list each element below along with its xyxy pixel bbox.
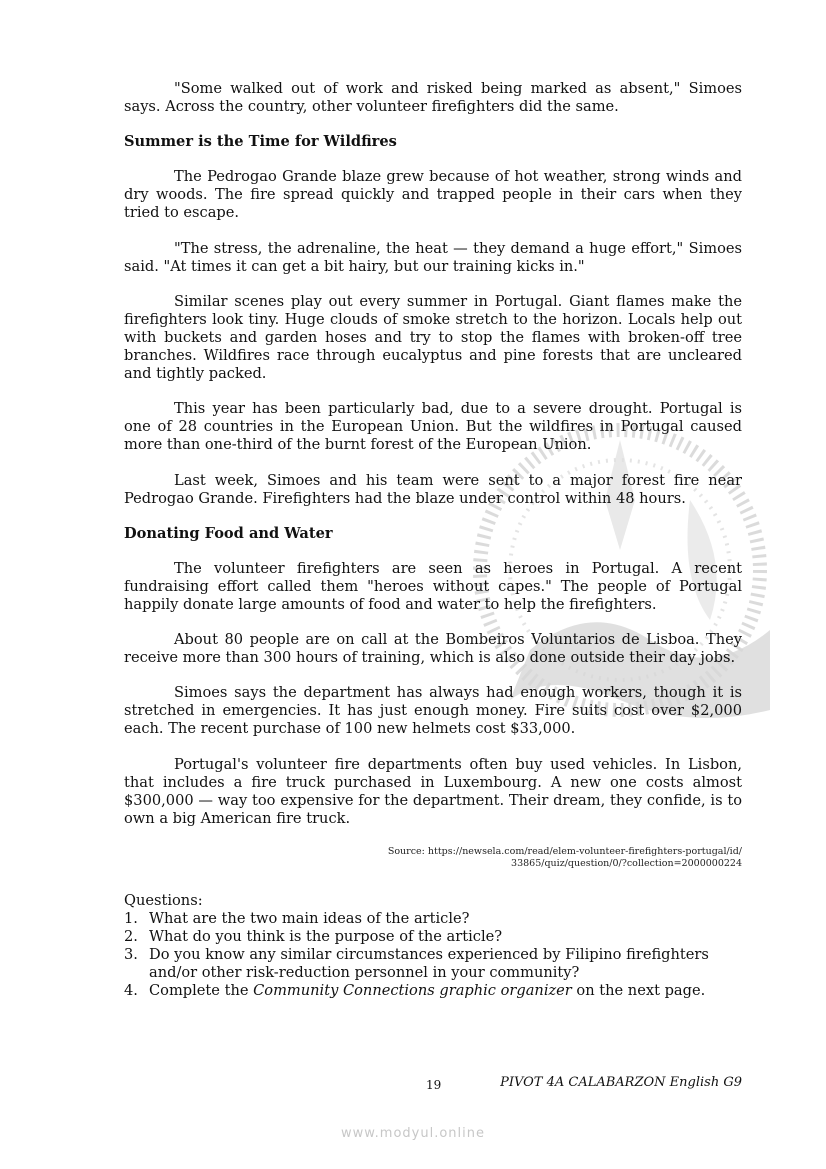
- document-body: [124, 80, 742, 1000]
- question-number: 2.: [124, 928, 138, 946]
- source-line-2: 33865/quiz/question/0/?collection=2000000224: [511, 857, 742, 869]
- question-item: [124, 946, 742, 982]
- question-item: [124, 928, 742, 946]
- paragraph: The Pedrogao Grande blaze grew because of hot weather, strong winds and dry woods. The fire spread quickly and trapped people in their cars when they tried to escape.: [124, 168, 742, 222]
- source-citation: [124, 846, 742, 870]
- source-line-1: Source: https://newsela.com/read/elem-volunteer-firefighters-portugal/id/: [387, 845, 742, 857]
- page-number: 19: [426, 1078, 442, 1092]
- paragraph: "The stress, the adrenaline, the heat — they demand a huge effort," Simoes said. "At times it can get a bit hairy, but our training kicks in.": [124, 239, 742, 275]
- paragraph: Portugal's volunteer fire departments often buy used vehicles. In Lisbon, that includes a fire truck purchased in Luxembourg. A new one costs almost $300,000 — way too expensive for the department. Their dream, they confide, is to own a big American fire truck.: [124, 755, 742, 827]
- questions-label: Questions:: [124, 891, 203, 909]
- paragraph: Simoes says the department has always had enough workers, though it is stretched in emergencies. It has just enough money. Fire suits cost over $2,000 each. The recent purchase of 100 new helmets cost $33,000.: [124, 684, 742, 738]
- question-text-post: on the next page.: [571, 982, 706, 1000]
- question-text-pre: Complete the: [149, 982, 254, 1000]
- paragraph: Last week, Simoes and his team were sent to a major forest fire near Pedrogao Grande. Firefighters had the blaze under control within 48 hours.: [124, 471, 742, 507]
- question-number: 1.: [124, 910, 138, 927]
- question-item: [124, 910, 742, 928]
- paragraph: About 80 people are on call at the Bombeiros Voluntarios de Lisboa. They receive more than 300 hours of training, which is also done outside their day jobs.: [124, 631, 742, 667]
- paragraph: This year has been particularly bad, due to a severe drought. Portugal is one of 28 countries in the European Union. But the wildfires in Portugal caused more than one-third of the burnt forest of the European Union.: [124, 400, 742, 454]
- question-number: 4.: [124, 982, 138, 1000]
- question-text: What do you think is the purpose of the article?: [149, 928, 503, 946]
- question-item: [124, 982, 742, 1000]
- question-text-emphasis: Community Connections graphic organizer: [253, 982, 572, 1000]
- paragraph: Similar scenes play out every summer in Portugal. Giant flames make the firefighters look tiny. Huge clouds of smoke stretch to the horizon. Locals help out with buckets and garden hoses and try to stop the flames with broken-off tree branches. Wildfires race through eucalyptus and pine forests that are uncleared and tightly packed.: [124, 292, 742, 383]
- section-heading-donating: Donating Food and Water: [124, 524, 333, 542]
- section-heading-wildfires: Summer is the Time for Wildfires: [124, 133, 397, 151]
- question-number: 3.: [124, 946, 138, 964]
- paragraph: "Some walked out of work and risked being marked as absent," Simoes says. Across the country, other volunteer firefighters did the same.: [124, 80, 742, 116]
- question-text: What are the two main ideas of the article?: [149, 910, 470, 927]
- paragraph: The volunteer firefighters are seen as heroes in Portugal. A recent fundraising effort called them "heroes without capes." The people of Portugal happily donate large amounts of food and water to help the firefighters.: [124, 559, 742, 613]
- site-watermark: www.modyul.online: [340, 1126, 486, 1141]
- questions-section: [124, 892, 742, 1001]
- footer-title: PIVOT 4A CALABARZON English G9: [500, 1075, 742, 1090]
- questions-list: [124, 910, 742, 1000]
- question-text: Do you know any similar circumstances experienced by Filipino firefighters and/or other risk-reduction personnel in your community?: [149, 946, 709, 982]
